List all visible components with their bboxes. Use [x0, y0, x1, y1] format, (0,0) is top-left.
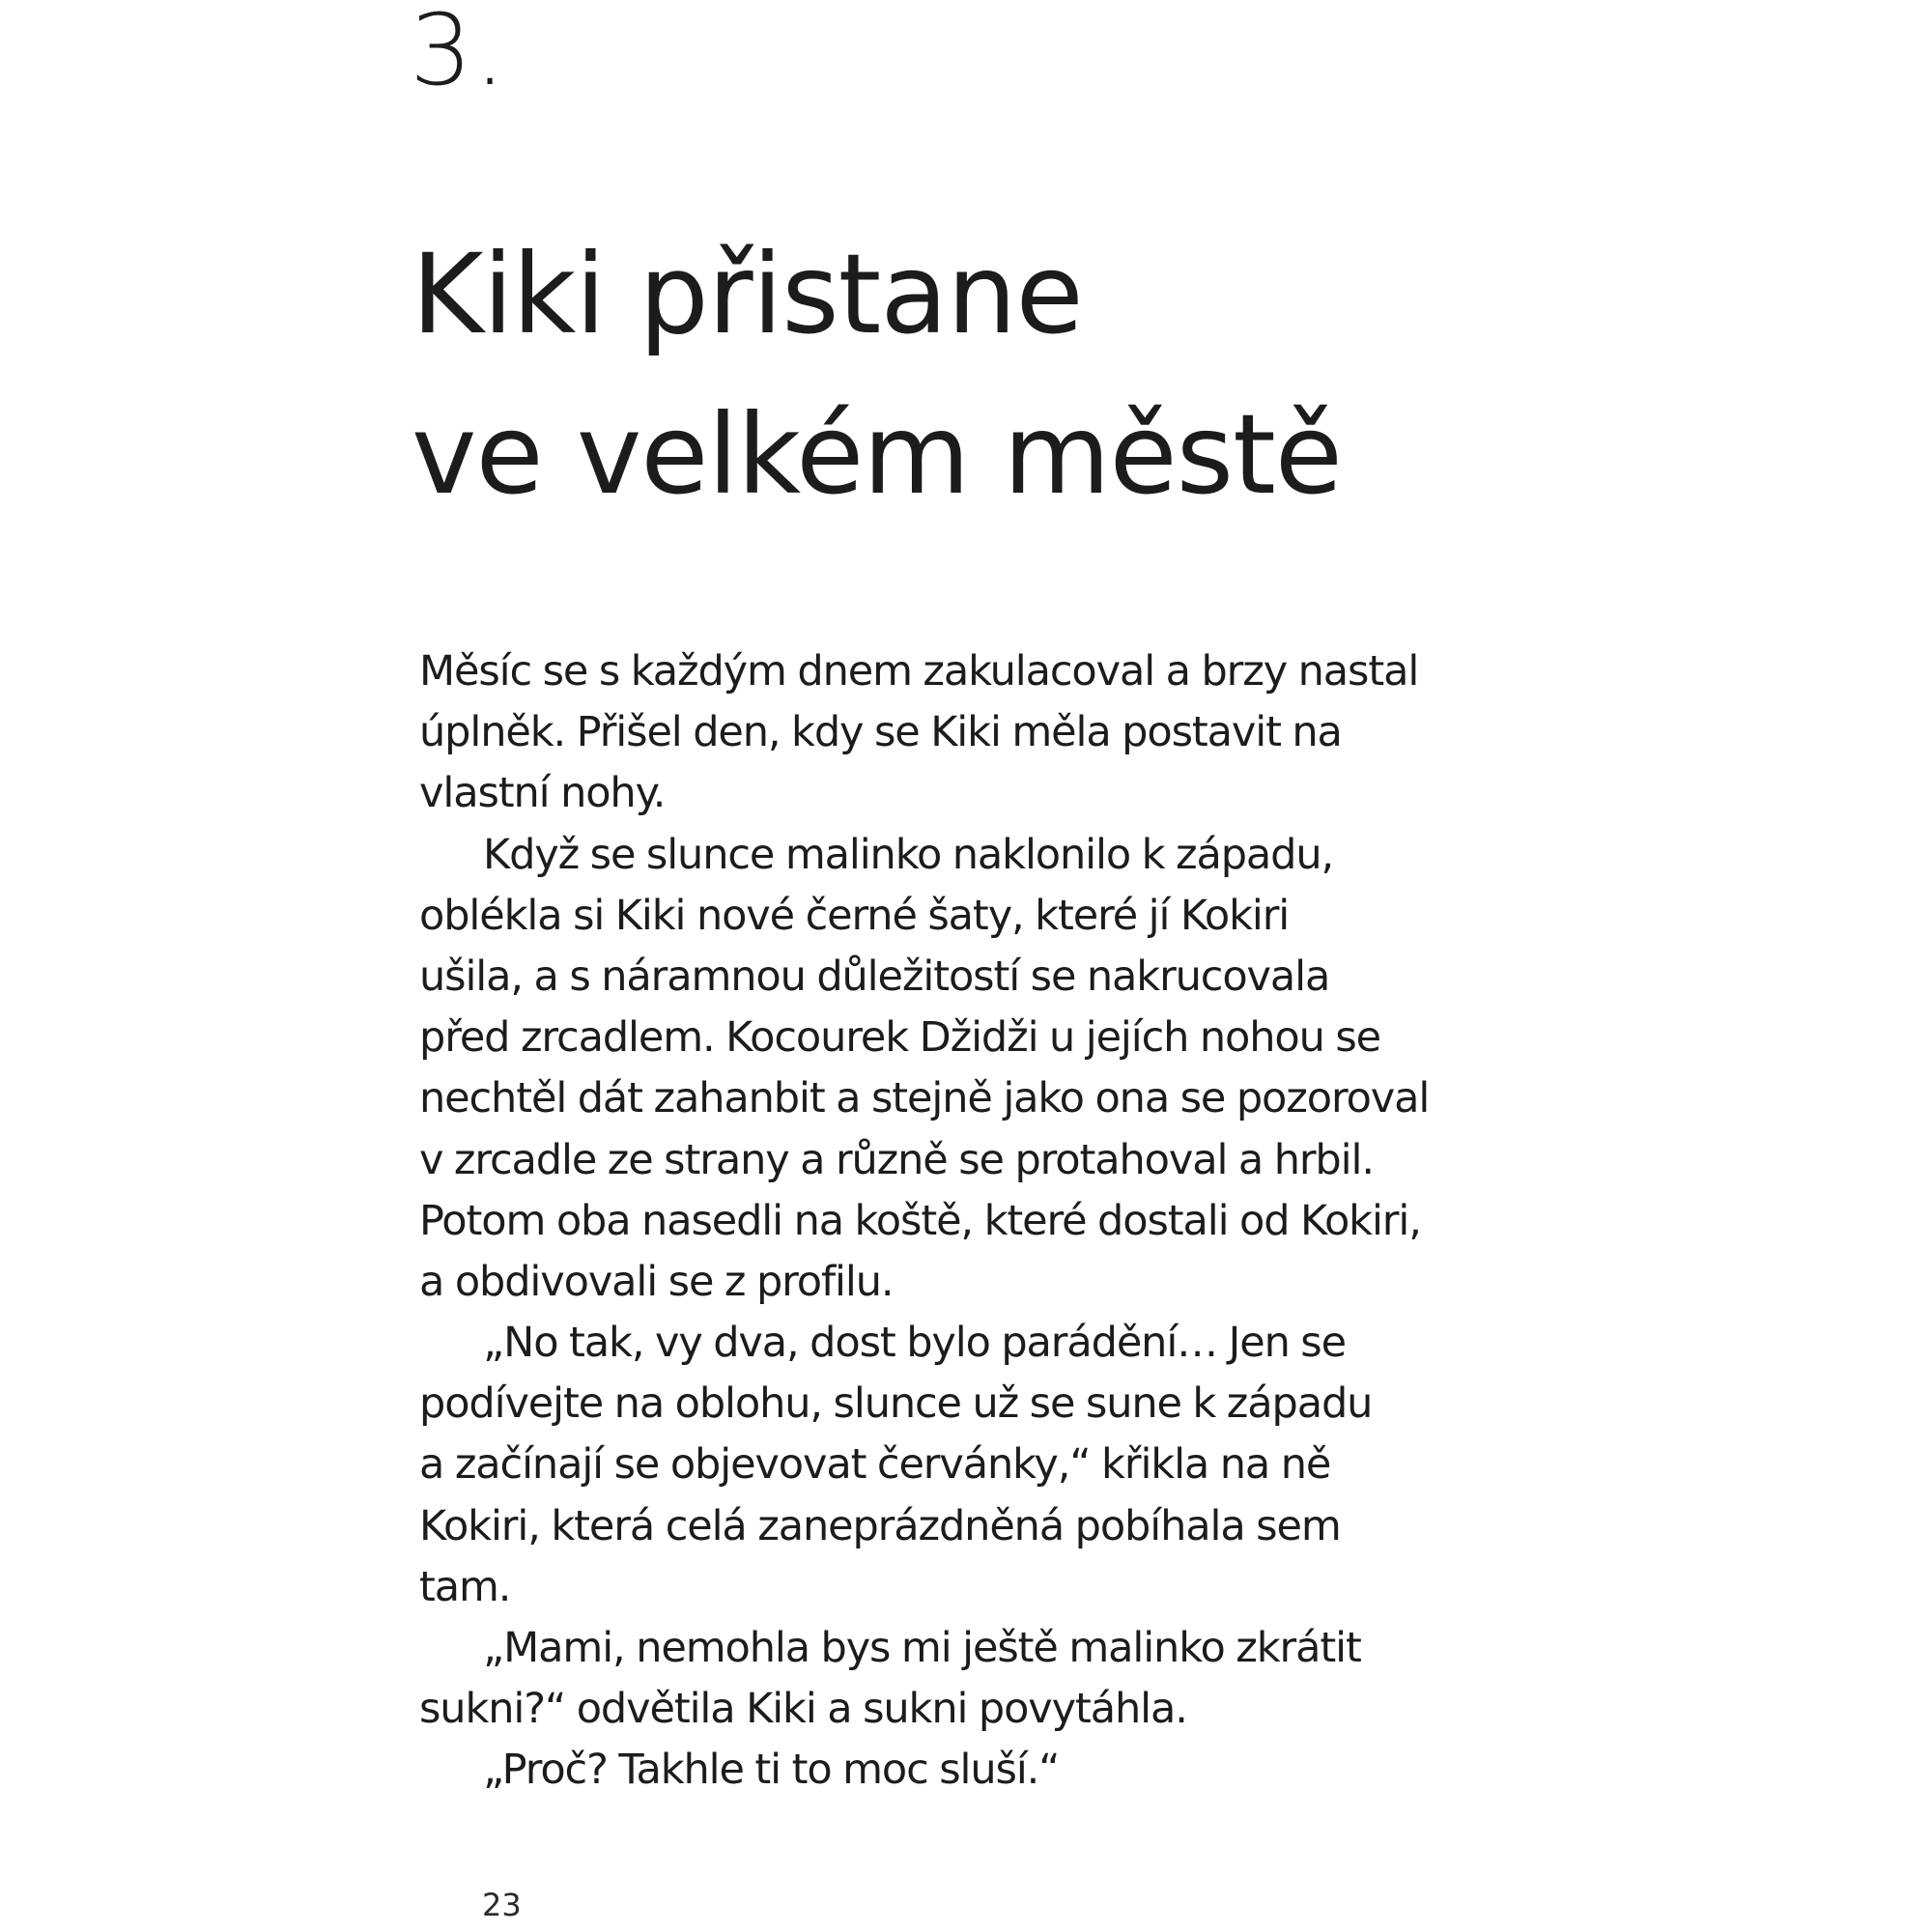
page-number: 23 [482, 1887, 522, 1923]
text-line: „No tak, vy dva, dost bylo parádění… Jen se [483, 1319, 1346, 1368]
text-line: a obdivovali se z profilu. [419, 1257, 894, 1306]
text-line: podívejte na oblohu, slunce už se sune k západu [419, 1379, 1373, 1429]
text-line: tam. [419, 1562, 511, 1611]
text-line: Kokiri, která celá zaneprázdněná pobíhala sem [419, 1501, 1341, 1550]
text-line: „Proč? Takhle ti to moc sluší.“ [483, 1746, 1060, 1795]
text-line: sukni?“ odvětila Kiki a sukni povytáhla. [419, 1685, 1187, 1734]
chapter-title-line: ve velkém městě [412, 390, 1342, 519]
text-line: oblékla si Kiki nové černé šaty, které jí Kokiri [419, 891, 1290, 940]
chapter-title [412, 214, 1667, 535]
chapter-title-line: Kiki přistane [412, 230, 1083, 358]
text-line: Když se slunce malinko naklonilo k západu, [483, 830, 1334, 879]
text-line: Měsíc se s každým dnem zakulacoval a brzy nastal [419, 647, 1419, 696]
text-line: úplněk. Přišel den, kdy se Kiki měla postavit na [419, 708, 1342, 757]
text-line: vlastní nohy. [419, 769, 666, 818]
chapter-number: 3. [410, 0, 508, 108]
body-text [419, 641, 1617, 1802]
text-line: v zrcadle ze strany a různě se protahoval a hrbil. [419, 1135, 1374, 1184]
text-line: Potom oba nasedli na koště, které dostali od Kokiri, [419, 1196, 1421, 1245]
text-line: nechtěl dát zahanbit a stejně jako ona se pozoroval [419, 1074, 1430, 1123]
text-line: „Mami, nemohla bys mi ještě malinko zkrátit [483, 1624, 1361, 1672]
text-line: a začínají se objevovat červánky,“ křikla na ně [419, 1440, 1331, 1490]
text-line: před zrcadlem. Kocourek Džidži u jejích nohou se [419, 1013, 1380, 1063]
text-line: ušila, a s náramnou důležitostí se nakrucovala [419, 952, 1330, 1001]
